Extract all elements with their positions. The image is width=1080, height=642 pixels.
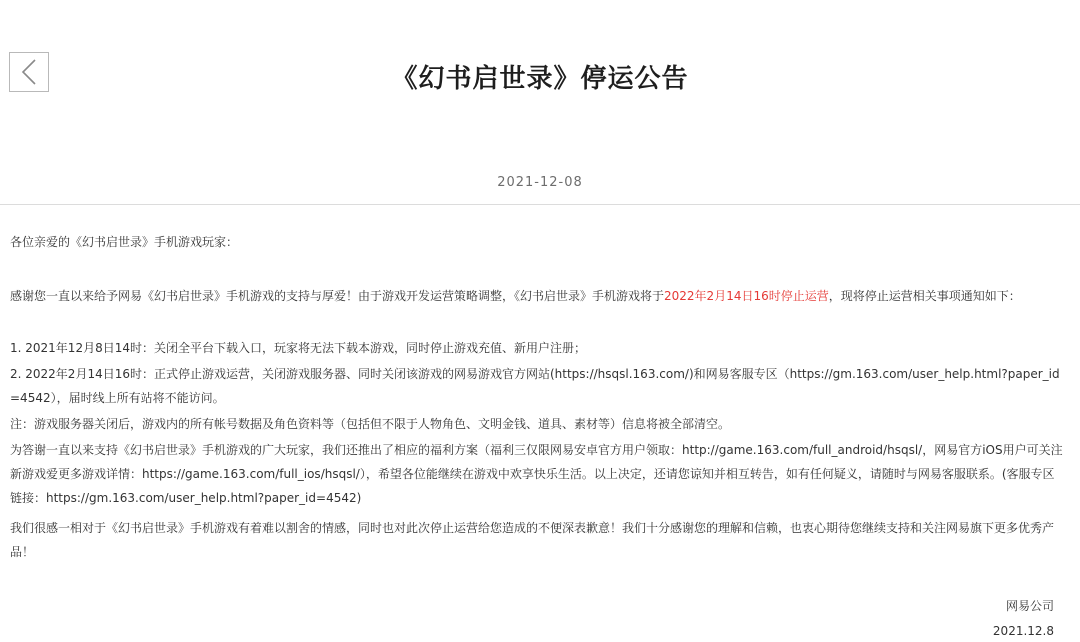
list-item-2: 2. 2022年2月14日16时：正式停止游戏运营，关闭游戏服务器、同时关闭该游戏的网易游戏官方网站(https://hsqsl.163.com/)和网易客服专区（https://gm.163.com/user_help.html?paper_id=4542），届时线上所有站将不能访问。 <box>10 367 1060 405</box>
greeting: 各位亲爱的《幻书启世录》手机游戏玩家： <box>10 235 239 249</box>
company-signature: 网易公司 <box>1005 599 1054 613</box>
list-item-1: 1. 2021年12月8日14时：关闭全平台下载入口，玩家将无法下载本游戏，同时停止游戏充值、新用户注册； <box>10 341 586 355</box>
closing-paragraph: 我们很感一相对于《幻书启世录》手机游戏有着难以割舍的情感，同时也对此次停止运营给您造成的不便深表歉意！我们十分感谢您的理解和信赖，也衷心期待您继续支持和关注网易旗下更多优秀产品！ <box>10 521 1055 559</box>
divider <box>0 204 1080 205</box>
signature-date: 2021.12.8 <box>992 624 1054 638</box>
compensation-paragraph: 为答谢一直以来支持《幻书启世录》手机游戏的广大玩家，我们还推出了相应的福利方案（福利三仅限网易安卓官方用户领取：http://game.163.com/full_android/hsqsl/，网易官方iOS用户可关注新游戏爱更多游戏详情：https://game.163.com/full_ios/hsqsl/），希望各位能继续在游戏中欢享快乐生活。以上决定，还请您谅知并相互转告，如有任何疑义，请随时与网易客服联系。(客服专区链接：https://gm.163.com/user_help.html?paper_id=4542) <box>10 443 1063 505</box>
intro-paragraph <box>10 284 1066 308</box>
page-title: 《幻书启世录》停运公告 <box>391 64 689 94</box>
publish-date: 2021-12-08 <box>497 175 583 190</box>
note-paragraph: 注：游戏服务器关闭后，游戏内的所有帐号数据及角色资料等（包括但不限于人物角色、文明金钱、道具、素材等）信息将被全部清空。 <box>10 417 731 431</box>
intro-text-end: ，现将停止运营相关事项通知如下： <box>828 289 1021 303</box>
shutdown-date-highlight: 2022年2月14日16时停止运营 <box>664 289 829 303</box>
intro-text: 感谢您一直以来给予网易《幻书启世录》手机游戏的支持与厚爱！由于游戏开发运营策略调整，《幻书启世录》手机游戏将于 <box>10 289 665 303</box>
